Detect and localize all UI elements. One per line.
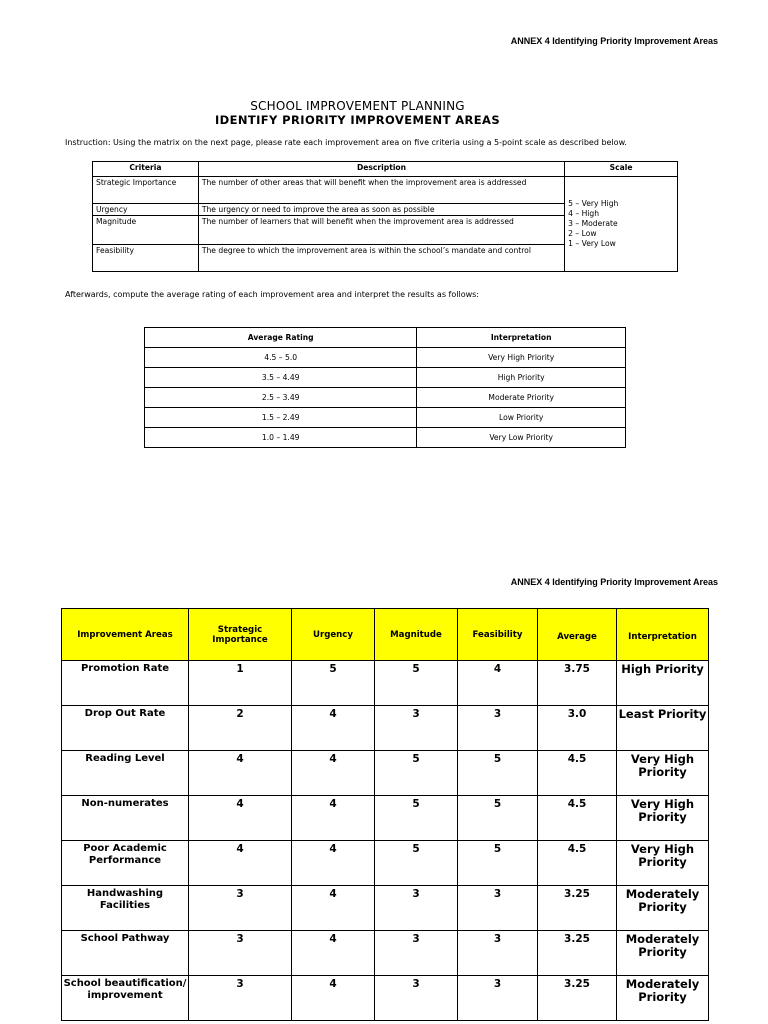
interpretation-cell: Moderately Priority (617, 931, 709, 976)
feasibility-cell: 3 (458, 931, 538, 976)
average-cell: 4.5 (538, 796, 617, 841)
instruction-text: Instruction: Using the matrix on the next page, please rate each improvement area on five criteria using a 5-point scale as described below. (65, 138, 627, 147)
annex-header-page1: ANNEX 4 Identifying Priority Improvement Areas (510, 36, 718, 46)
rating-cell: 4.5 – 5.0 (145, 348, 417, 368)
strategic-importance-cell: 1 (189, 661, 292, 706)
rating-cell: 3.5 – 4.49 (145, 368, 417, 388)
average-cell: 3.0 (538, 706, 617, 751)
urgency-cell: 4 (292, 886, 375, 931)
rating-cell: 1.0 – 1.49 (145, 428, 417, 448)
average-cell: 4.5 (538, 841, 617, 886)
feasibility-cell: 5 (458, 751, 538, 796)
criteria-header: Criteria (93, 162, 199, 177)
interpretation-cell: High Priority (617, 661, 709, 706)
magnitude-cell: 5 (375, 661, 458, 706)
interpretation-cell: Moderately Priority (617, 886, 709, 931)
feasibility-header: Feasibility (458, 609, 538, 661)
strategic-importance-cell: 2 (189, 706, 292, 751)
magnitude-header: Magnitude (375, 609, 458, 661)
rating-cell: 1.5 – 2.49 (145, 408, 417, 428)
feasibility-cell: 3 (458, 886, 538, 931)
interpretation-cell: Low Priority (417, 408, 626, 428)
magnitude-cell: 5 (375, 751, 458, 796)
scale-cell (565, 177, 678, 272)
urgency-cell: 4 (292, 706, 375, 751)
strategic-importance-cell: 3 (189, 886, 292, 931)
document-subtitle: IDENTIFY PRIORITY IMPROVEMENT AREAS (214, 113, 501, 127)
interpretation-cell: Very High Priority (417, 348, 626, 368)
magnitude-cell: 5 (375, 796, 458, 841)
average-rating-header: Average Rating (145, 328, 417, 348)
table-row (145, 348, 626, 368)
feasibility-cell: 3 (458, 706, 538, 751)
magnitude-cell: 3 (375, 931, 458, 976)
table-row (62, 841, 709, 886)
urgency-cell: 4 (292, 976, 375, 1021)
strategic-importance-cell: 4 (189, 841, 292, 886)
description-cell: The degree to which the improvement area is within the school’s mandate and control (198, 245, 564, 272)
table-row (62, 706, 709, 751)
feasibility-cell: 5 (458, 796, 538, 841)
interpretation-cell: Very High Priority (617, 841, 709, 886)
table-row (62, 796, 709, 841)
average-cell: 4.5 (538, 751, 617, 796)
interpretation-cell: Very High Priority (617, 751, 709, 796)
table-row (62, 661, 709, 706)
interpretation-header: Interpretation (617, 609, 709, 661)
document-title: SCHOOL IMPROVEMENT PLANNING (250, 99, 465, 113)
interpretation-cell: Least Priority (617, 706, 709, 751)
interpretation-cell: Moderately Priority (617, 976, 709, 1021)
strategic-importance-cell: 3 (189, 976, 292, 1021)
rating-table (144, 327, 626, 448)
magnitude-cell: 3 (375, 706, 458, 751)
area-cell: Promotion Rate (62, 661, 189, 706)
urgency-cell: 4 (292, 751, 375, 796)
table-row (145, 388, 626, 408)
table-row (62, 886, 709, 931)
magnitude-cell: 5 (375, 841, 458, 886)
interpretation-cell: Very Low Priority (417, 428, 626, 448)
description-cell: The number of other areas that will benefit when the improvement area is addressed (198, 177, 564, 204)
description-header: Description (198, 162, 564, 177)
urgency-cell: 5 (292, 661, 375, 706)
area-cell: Reading Level (62, 751, 189, 796)
area-cell: Handwashing Facilities (62, 886, 189, 931)
feasibility-cell: 3 (458, 976, 538, 1021)
strategic-importance-cell: 4 (189, 796, 292, 841)
average-cell: 3.25 (538, 931, 617, 976)
criteria-cell: Magnitude (93, 216, 199, 245)
improvement-areas-header: Improvement Areas (62, 609, 189, 661)
criteria-cell: Strategic Importance (93, 177, 199, 204)
scale-item: 4 – High (568, 209, 600, 218)
urgency-header: Urgency (292, 609, 375, 661)
urgency-cell: 4 (292, 841, 375, 886)
average-cell: 3.75 (538, 661, 617, 706)
criteria-cell: Feasibility (93, 245, 199, 272)
table-row (62, 976, 709, 1021)
criteria-cell: Urgency (93, 204, 199, 216)
scale-item: 5 – Very High (568, 199, 619, 208)
table-row (145, 368, 626, 388)
description-cell: The urgency or need to improve the area as soon as possible (198, 204, 564, 216)
criteria-table (92, 161, 678, 272)
interpretation-cell: Very High Priority (617, 796, 709, 841)
table-row (145, 408, 626, 428)
annex-header-page2: ANNEX 4 Identifying Priority Improvement Areas (510, 577, 718, 587)
area-cell: Poor Academic Performance (62, 841, 189, 886)
average-cell: 3.25 (538, 886, 617, 931)
description-cell: The number of learners that will benefit when the improvement area is addressed (198, 216, 564, 245)
priority-matrix-table (61, 608, 709, 1021)
area-cell: Non-numerates (62, 796, 189, 841)
scale-header: Scale (565, 162, 678, 177)
table-row (145, 428, 626, 448)
magnitude-cell: 3 (375, 976, 458, 1021)
interpretation-header: Interpretation (417, 328, 626, 348)
scale-item: 1 – Very Low (568, 239, 616, 248)
strategic-importance-cell: 4 (189, 751, 292, 796)
average-header: Average (538, 609, 617, 661)
rating-cell: 2.5 – 3.49 (145, 388, 417, 408)
scale-item: 3 – Moderate (568, 219, 618, 228)
scale-item: 2 – Low (568, 229, 597, 238)
table-row (62, 931, 709, 976)
interpretation-cell: High Priority (417, 368, 626, 388)
urgency-cell: 4 (292, 796, 375, 841)
feasibility-cell: 5 (458, 841, 538, 886)
urgency-cell: 4 (292, 931, 375, 976)
magnitude-cell: 3 (375, 886, 458, 931)
afterwards-text: Afterwards, compute the average rating of each improvement area and interpret the results as follows: (65, 290, 479, 299)
area-cell: School Pathway (62, 931, 189, 976)
strategic-importance-cell: 3 (189, 931, 292, 976)
feasibility-cell: 4 (458, 661, 538, 706)
average-cell: 3.25 (538, 976, 617, 1021)
interpretation-cell: Moderate Priority (417, 388, 626, 408)
strategic-importance-header: Strategic Importance (189, 609, 292, 661)
area-cell: Drop Out Rate (62, 706, 189, 751)
area-cell: School beautification/ improvement (62, 976, 189, 1021)
table-row (62, 751, 709, 796)
